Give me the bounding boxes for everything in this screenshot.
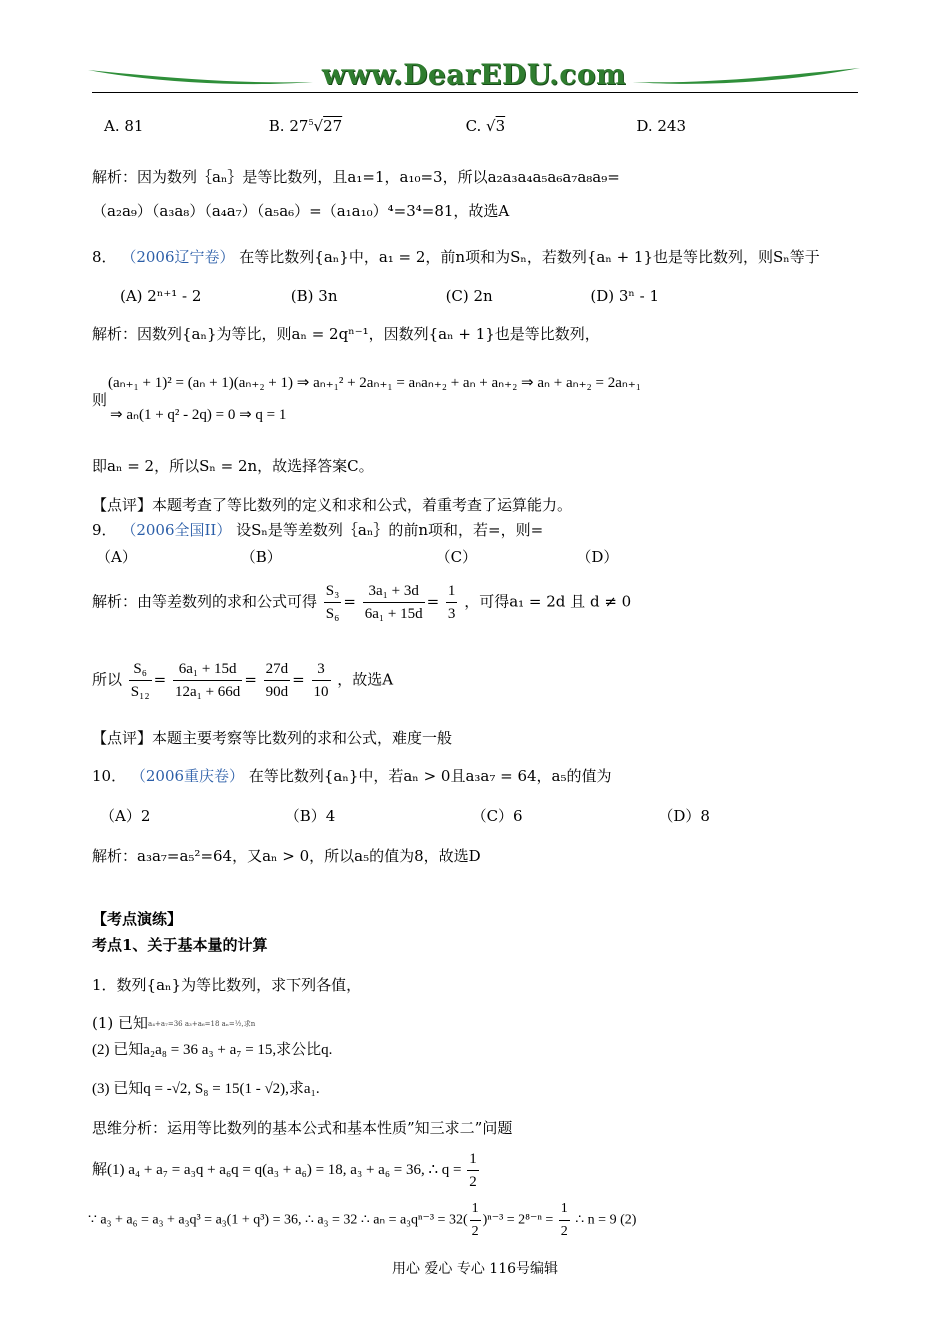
q8-solution-then: 则 (92, 391, 108, 409)
q7-option-d: D. 243 (636, 117, 687, 135)
q9-stem (92, 519, 543, 540)
q8-option-c: (C) 2n (445, 287, 493, 305)
q9-option-c: （C） (435, 548, 478, 566)
page-footer: 用心 爱心 专心 116号编辑 (391, 1261, 559, 1277)
header-rule (92, 92, 858, 93)
q9-option-a: （A） (96, 548, 137, 566)
q9-text: 设Sₙ是等差数列｛aₙ｝的前n项和，若=，则= (236, 521, 544, 539)
fraction: $\frac{1}{2}$ (467, 1148, 479, 1193)
q8-number: 8． (92, 248, 117, 266)
fraction: $\frac{\text{6a₁ + 15d}}{\text{12a₁ + 66d}}$ (173, 658, 242, 703)
q10-source[interactable]: （2006重庆卷） (130, 767, 245, 785)
q8-text: 在等比数列{aₙ}中，a₁ = 2，前n项和为Sₙ，若数列{aₙ + 1}也是等比数列，则Sₙ等于 (239, 248, 820, 266)
q8-solution-intro: 解析：因数列{aₙ}为等比，则aₙ = 2qⁿ⁻¹，因数列{aₙ + 1}也是等比数列， (92, 325, 600, 343)
fraction: $\frac{\text{S₆}}{\text{S₁₂}}$ (129, 658, 152, 703)
practice-sub2: (2) 已知a₂a₈ = 36 a₃ + a₇ = 15,求公比q. (92, 1042, 333, 1058)
practice-solution-1: 解(1) a₄ + a₇ = a₃q + a₆q = q(a₃ + a₆) = 18, a₃ + a₆ = 36, ∴ q = $\frac{1}{2}$ (92, 1148, 481, 1193)
q9-number: 9． (92, 521, 117, 539)
q10-option-c: （C）6 (471, 807, 523, 825)
practice-analysis: 思维分析：运用等比数列的基本公式和基本性质”知三求二”问题 (92, 1119, 513, 1137)
q9-source[interactable]: （2006全国II） (121, 521, 232, 539)
fraction: $\frac{1}{2}$ (470, 1198, 481, 1243)
fraction: $\frac{3}{10}$ (312, 658, 331, 703)
practice-sub1: (1) 已知a₄+a₇=36 a₃+a₆=18 aₙ=½,求n (92, 1014, 256, 1032)
q9-option-d: （D） (576, 548, 619, 566)
q10-option-b: （B）4 (284, 807, 336, 825)
q8-source[interactable]: （2006辽宁卷） (121, 248, 235, 266)
q9-option-b: （B） (240, 548, 282, 566)
practice-solution-2: ∵ a₃ + a₆ = a₃ + a₃q³ = a₃(1 + q³) = 36, ∴ a₃ = 32 ∴ aₙ = a₃qⁿ⁻³ = 32( $\frac{1}{2}$ )ⁿ⁻³ = 2⁸⁻ⁿ = $\frac{1}{2}$ ∴ n = 9 (2) (88, 1198, 636, 1243)
q7-option-a: A. 81 (104, 117, 144, 135)
q7-options (92, 117, 686, 135)
q8-solution-end: 即aₙ = 2，所以Sₙ = 2n，故选择答案C。 (92, 457, 374, 475)
q9-options (92, 546, 618, 567)
q9-solution-line1: 解析：由等差数列的求和公式可得 $\frac{\text{S₃}}{\text{S₆}}$ = $\frac{\text{3a₁ + 3d}}{\text{6a₁ + 15d}}$ = $\frac{1}{3}$ ，可得a₁ = 2d 且 d ≠ 0 (92, 580, 631, 625)
q7-option-b: B. $27^5√27$ (268, 117, 343, 135)
q10-option-d: （D）8 (658, 807, 710, 825)
practice-sub3: (3) 已知q = -√2, S₈ = 15(1 - √2),求a₁. (92, 1081, 320, 1097)
q10-solution: 解析：a₃a₇=a₅²=64，又aₙ > 0，所以a₅的值为8，故选D (92, 847, 481, 865)
site-brand[interactable]: www.DearEDU.com (321, 58, 627, 91)
fraction: $\frac{1}{2}$ (559, 1198, 570, 1243)
q8-option-a: (A) 2ⁿ⁺¹ - 2 (120, 287, 202, 305)
q10-option-a: （A）2 (100, 807, 151, 825)
fraction: $\frac{\text{S₃}}{\text{S₆}}$ (324, 580, 342, 625)
practice-title: 【考点演练】 (92, 910, 183, 928)
fraction: $\frac{\text{3a₁ + 3d}}{\text{6a₁ + 15d}}$ (363, 580, 425, 625)
q7-option-c: C. √3 (465, 117, 506, 135)
practice-q1: 1．数列{aₙ}为等比数列，求下列各值， (92, 976, 362, 994)
fraction: $\frac{27d}{90d}$ (264, 658, 291, 703)
q8-options (92, 287, 659, 305)
q7-solution-line2: （a₂a₉）（a₃a₈）（a₄a₇）（a₅a₆）=（a₁a₁₀）⁴=3⁴=81，故选A (92, 202, 510, 220)
site-header (88, 56, 860, 94)
q8-review: 【点评】本题考查了等比数列的定义和求和公式，着重考查了运算能力。 (92, 496, 573, 514)
q10-number: 10． (92, 767, 127, 785)
q8-option-b: (B) 3n (290, 287, 338, 305)
q9-review: 【点评】本题主要考察等比数列的求和公式，难度一般 (92, 729, 453, 747)
q8-stem (92, 246, 820, 267)
q10-options (92, 805, 710, 826)
q7-solution-line1: 解析：因为数列｛aₙ｝是等比数列，且a₁=1，a₁₀=3，所以a₂a₃a₄a₅a₆a₇a₈a₉= (92, 168, 620, 186)
q8-option-d: (D) 3ⁿ - 1 (590, 287, 660, 305)
fraction: $\frac{1}{3}$ (446, 580, 458, 625)
q8-solution-eq2: ⇒ aₙ(1 + q² - 2q) = 0 ⇒ q = 1 (110, 407, 287, 423)
practice-topic: 考点1、关于基本量的计算 (92, 936, 268, 954)
q10-stem (92, 765, 612, 786)
q9-solution-line2: 所以 $\frac{\text{S₆}}{\text{S₁₂}}$ = $\frac{\text{6a₁ + 15d}}{\text{12a₁ + 66d}}$ = $\frac{27d}{90d}$ = $\frac{3}{10}$ ，故选A (92, 658, 393, 703)
q8-solution-eq1: (aₙ₊₁ + 1)² = (aₙ + 1)(aₙ₊₂ + 1) ⇒ aₙ₊₁² + 2aₙ₊₁ = aₙaₙ₊₂ + aₙ + aₙ₊₂ ⇒ aₙ + aₙ₊₂ = 2aₙ₊₁ (108, 375, 641, 391)
q10-text: 在等比数列{aₙ}中，若aₙ > 0且a₃a₇ = 64，a₅的值为 (248, 767, 612, 785)
